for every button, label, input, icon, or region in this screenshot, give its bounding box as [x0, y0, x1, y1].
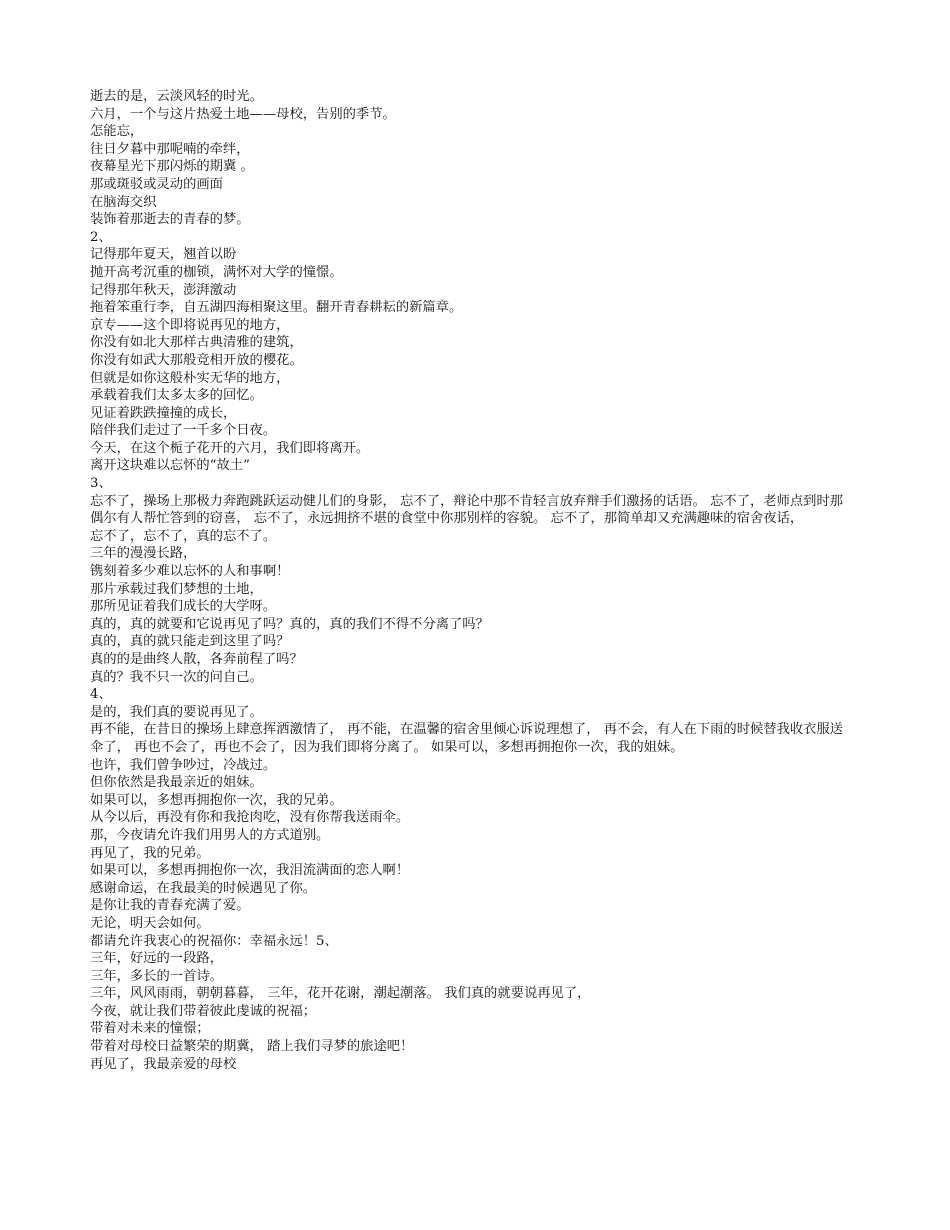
text-line: 逝去的是，云淡风轻的时光。 — [90, 89, 263, 104]
text-line: 那，今夜请允许我们用男人的方式道别。 — [90, 827, 330, 843]
text-line: 真的的是曲终人散，各奔前程了吗？ — [90, 652, 303, 667]
text-line: 带着对未来的憧憬； — [90, 1021, 210, 1037]
text-line: 抛开高考沉重的枷锁，满怀对大学的憧憬。 — [90, 264, 343, 280]
text-line: 三年，好远的一段路， — [90, 951, 223, 967]
text-line: 感谢命运，在我最美的时候遇见了你。 — [90, 880, 317, 896]
text-line: 三年的漫漫长路， — [90, 546, 197, 562]
text-line: 夜幕星光下那闪烁的期冀 。 — [90, 159, 254, 175]
text-line: 如果可以，多想再拥抱你一次，我的兄弟。 — [90, 792, 343, 808]
section-number: 4、 — [90, 687, 112, 703]
text-line: 那或斑驳或灵动的画面 — [90, 176, 223, 192]
text-line: 怎能忘， — [90, 124, 144, 140]
text-line: 承载着我们太多太多的回忆。 — [90, 388, 263, 404]
text-line: 都请允许我衷心的祝福你：幸福永远！5、 — [90, 933, 338, 949]
text-line: 真的，真的就要和它说再见了吗？真的，真的我们不得不分离了吗？ — [90, 616, 489, 632]
text-line: 是你让我的青春充满了爱。 — [90, 898, 250, 914]
text-line: 带着对母校日益繁荣的期冀， 踏上我们寻梦的旅途吧！ — [90, 1039, 414, 1055]
text-line: 三年，风风雨雨，朝朝暮暮， 三年，花开花谢，潮起潮落。 我们真的就要说再见了， — [90, 986, 591, 1002]
text-line: 真的？我不只一次的问自己。 — [90, 669, 263, 685]
text-line: 离开这块难以忘怀的“故土” — [90, 458, 250, 474]
text-line: 再见了，我的兄弟。 — [90, 845, 210, 861]
text-line: 记得那年秋天，澎湃激动 — [90, 282, 237, 298]
text-line: 陪伴我们走过了一千多个日夜。 — [90, 423, 277, 439]
text-line: 记得那年夏天，翘首以盼 — [90, 247, 237, 263]
text-line: 镌刻着多少难以忘怀的人和事啊！ — [90, 564, 290, 580]
text-line: 今夜，就让我们带着彼此虔诚的祝福； — [90, 1003, 317, 1019]
paragraph: 再不能，在昔日的操场上肆意挥洒激情了， 再不能，在温馨的宿舍里倾心诉说理想了， 再不会，有人在下雨的时候替我收衣服送伞了， 再也不会了，再也不会了，因为我们即将分离了。 如果可以，多想再拥抱你一次，我的姐妹。 — [90, 722, 844, 755]
text-line: 是的，我们真的要说再见了。 — [90, 704, 263, 720]
text-line: 那片承载过我们梦想的土地， — [90, 581, 263, 597]
section-number: 2、 — [90, 229, 112, 245]
text-line: 无论，明天会如何。 — [90, 915, 210, 931]
text-line: 再见了，我最亲爱的母校 — [90, 1056, 237, 1072]
document-body — [90, 88, 852, 1073]
section-number: 3、 — [90, 476, 112, 492]
text-line: 在脑海交织 — [90, 194, 157, 210]
text-line: 六月，一个与这片热爱土地——母校，告别的季节。 — [90, 106, 396, 122]
text-line: 你没有如北大那样古典清雅的建筑， — [90, 335, 303, 351]
text-line: 你没有如武大那般竞相开放的樱花。 — [90, 352, 303, 368]
text-line: 京专——这个即将说再见的地方， — [90, 317, 290, 333]
text-line: 拖着笨重行李，自五湖四海相聚这里。翻开青春耕耘的新篇章。 — [90, 300, 463, 316]
text-line: 但就是如你这般朴实无华的地方， — [90, 370, 290, 386]
text-line: 真的，真的就只能走到这里了吗？ — [90, 634, 290, 650]
paragraph: 忘不了，操场上那极力奔跑跳跃运动健儿们的身影， 忘不了，辩论中那不肯轻言放弃辩手们激扬的话语。 忘不了，老师点到时那偶尔有人帮忙答到的窃喜， 忘不了，永远拥挤不堪的食堂中你那别样的容貌。 忘不了，那简单却又充满趣味的宿舍夜话， — [90, 493, 844, 527]
text-line: 从今以后，再没有你和我抢肉吃，没有你帮我送雨伞。 — [90, 810, 410, 826]
text-line: 三年，多长的一首诗。 — [90, 968, 223, 984]
text-line: 往日夕暮中那呢喃的牵绊， — [90, 141, 250, 157]
text-line: 那所见证着我们成长的大学呀。 — [90, 599, 277, 615]
text-line: 装饰着那逝去的青春的梦。 — [90, 212, 250, 228]
text-line: 见证着跌跌撞撞的成长， — [90, 405, 237, 421]
text-line: 但你依然是我最亲近的姐妹。 — [90, 775, 263, 791]
text-line: 也许，我们曾争吵过，冷战过。 — [90, 757, 277, 773]
text-line: 如果可以，多想再拥抱你一次，我泪流满面的恋人啊！ — [90, 863, 410, 879]
text-line: 忘不了，忘不了，真的忘不了。 — [90, 528, 277, 544]
text-line: 今天，在这个栀子花开的六月，我们即将离开。 — [90, 440, 370, 456]
